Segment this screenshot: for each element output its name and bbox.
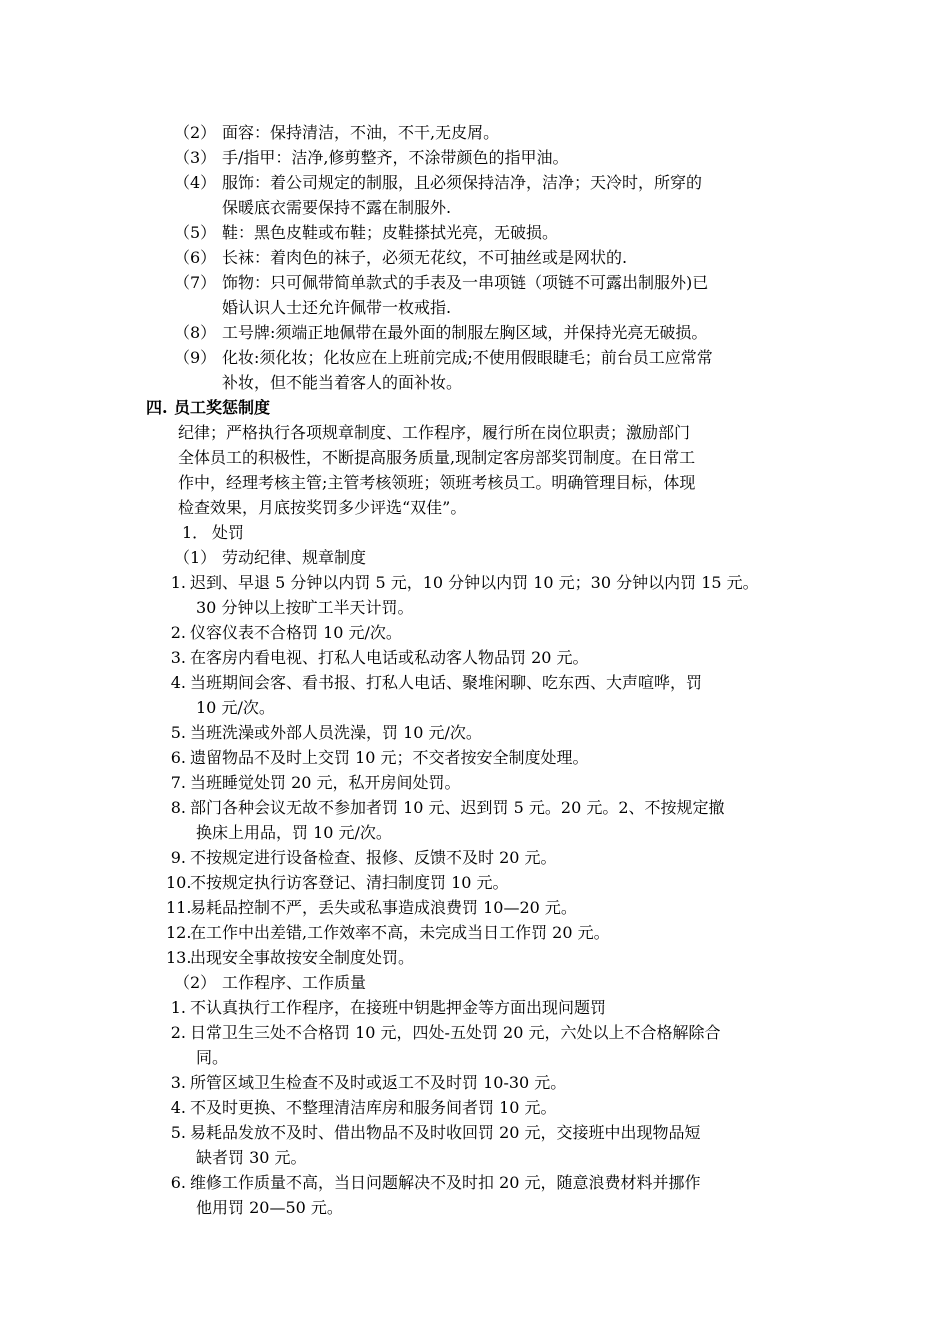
list-text: 不认真执行工作程序，在接班中钥匙押金等方面出现问题罚 <box>190 998 607 1017</box>
item-text: 饰物：只可佩带简单款式的手表及一串项链（项链不可露出制服外)已 <box>222 273 709 292</box>
paragraph-text: 全体员工的积极性，不断提高服务质量,现制定客房部奖罚制度。在日常工 <box>178 448 696 467</box>
item-number: （6） <box>174 248 217 267</box>
list-item <box>0 620 950 645</box>
paragraph-text: 纪律；严格执行各项规章制度、工作程序，履行所在岗位职责；激励部门 <box>178 423 691 442</box>
list-text: 遗留物品不及时上交罚 10 元；不交者按安全制度处理。 <box>190 748 589 767</box>
intro-paragraph-line <box>0 470 950 495</box>
section-heading <box>0 395 950 420</box>
item-text: 服饰：着公司规定的制服，且必须保持洁净，洁净；天冷时，所穿的 <box>222 173 703 192</box>
list-text: 维修工作质量不高，当日问题解决不及时扣 20 元，随意浪费材料并挪作 <box>190 1173 701 1192</box>
group-heading <box>0 545 950 570</box>
appearance-item <box>0 345 950 370</box>
appearance-item <box>0 195 950 220</box>
list-number: 5. <box>170 723 186 742</box>
list-item <box>0 945 950 970</box>
list-item <box>0 745 950 770</box>
paragraph-text: 作中，经理考核主管;主管考核领班；领班考核员工。明确管理目标，体现 <box>178 473 696 492</box>
list-text: 易耗品控制不严，丢失或私事造成浪费罚 10—20 元。 <box>190 898 577 917</box>
item-text-continued: 补妆，但不能当着客人的面补妆。 <box>222 373 463 392</box>
list-number: 1. <box>170 998 186 1017</box>
list-item <box>0 920 950 945</box>
intro-paragraph-line <box>0 420 950 445</box>
appearance-item <box>0 295 950 320</box>
list-item <box>0 720 950 745</box>
list-item <box>0 695 950 720</box>
list-text: 迟到、早退 5 分钟以内罚 5 元，10 分钟以内罚 10 元；30 分钟以内罚 15 元。 <box>190 573 759 592</box>
appearance-item <box>0 320 950 345</box>
item-text-continued: 保暖底衣需要保持不露在制服外. <box>222 198 452 217</box>
list-number: 10. <box>166 873 192 892</box>
appearance-item <box>0 120 950 145</box>
item-text: 面容：保持清洁，不油，不干,无皮屑。 <box>222 123 500 142</box>
group-label: 工作程序、工作质量 <box>222 973 367 992</box>
list-text-continued: 缺者罚 30 元。 <box>196 1148 307 1167</box>
list-text-continued: 换床上用品，罚 10 元/次。 <box>196 823 392 842</box>
subsection-heading <box>0 520 950 545</box>
list-number: 13. <box>166 948 192 967</box>
list-text-continued: 同。 <box>196 1048 229 1067</box>
list-item <box>0 895 950 920</box>
list-item <box>0 645 950 670</box>
item-text: 化妆:须化妆；化妆应在上班前完成;不使用假眼睫毛；前台员工应常常 <box>222 348 713 367</box>
section-number: 四. <box>146 398 168 417</box>
list-number: 4. <box>170 673 186 692</box>
group-heading <box>0 970 950 995</box>
appearance-item <box>0 370 950 395</box>
appearance-item <box>0 220 950 245</box>
list-text-continued: 10 元/次。 <box>196 698 275 717</box>
list-text: 仪容仪表不合格罚 10 元/次。 <box>190 623 402 642</box>
list-item <box>0 1020 950 1045</box>
list-number: 5. <box>170 1123 186 1142</box>
list-item <box>0 670 950 695</box>
item-number: （5） <box>174 223 217 242</box>
appearance-item <box>0 170 950 195</box>
subsection-label: 处罚 <box>212 523 245 542</box>
list-text: 在工作中出差错,工作效率不高，未完成当日工作罚 20 元。 <box>190 923 610 942</box>
list-number: 9. <box>170 848 186 867</box>
item-text: 鞋：黑色皮鞋或布鞋；皮鞋搽拭光亮，无破损。 <box>222 223 559 242</box>
intro-paragraph-line <box>0 495 950 520</box>
list-item <box>0 795 950 820</box>
subsection-number: 1． <box>182 523 209 542</box>
list-text: 当班期间会客、看书报、打私人电话、聚堆闲聊、吃东西、大声喧哗，罚 <box>190 673 703 692</box>
list-text: 不按规定进行设备检查、报修、反馈不及时 20 元。 <box>190 848 557 867</box>
list-text: 当班洗澡或外部人员洗澡，罚 10 元/次。 <box>190 723 482 742</box>
list-number: 3. <box>170 648 186 667</box>
list-item <box>0 1145 950 1170</box>
item-text-continued: 婚认识人士还允许佩带一枚戒指. <box>222 298 452 317</box>
list-item <box>0 1070 950 1095</box>
list-text: 不按规定执行访客登记、清扫制度罚 10 元。 <box>190 873 509 892</box>
item-number: （7） <box>174 273 217 292</box>
item-number: （3） <box>174 148 217 167</box>
list-text-continued: 30 分钟以上按旷工半天计罚。 <box>196 598 414 617</box>
list-text: 所管区域卫生检查不及时或返工不及时罚 10-30 元。 <box>190 1073 567 1092</box>
list-number: 8. <box>170 798 186 817</box>
intro-paragraph-line <box>0 445 950 470</box>
list-number: 1. <box>170 573 186 592</box>
appearance-item <box>0 270 950 295</box>
document-body <box>0 120 950 1220</box>
group-label: 劳动纪律、规章制度 <box>222 548 367 567</box>
appearance-item <box>0 145 950 170</box>
list-item <box>0 1045 950 1070</box>
group-number: （2） <box>174 973 217 992</box>
list-item <box>0 570 950 595</box>
list-item <box>0 1095 950 1120</box>
list-item <box>0 845 950 870</box>
list-item <box>0 595 950 620</box>
list-text: 不及时更换、不整理清洁库房和服务间者罚 10 元。 <box>190 1098 557 1117</box>
list-number: 2. <box>170 623 186 642</box>
list-number: 7. <box>170 773 186 792</box>
list-number: 2. <box>170 1023 186 1042</box>
list-number: 6. <box>170 748 186 767</box>
list-number: 12. <box>166 923 192 942</box>
list-text: 易耗品发放不及时、借出物品不及时收回罚 20 元，交接班中出现物品短 <box>190 1123 701 1142</box>
item-number: （8） <box>174 323 217 342</box>
paragraph-text: 检查效果，月底按奖罚多少评选“双佳”。 <box>178 498 467 517</box>
item-text: 工号牌:须端正地佩带在最外面的制服左胸区域，并保持光亮无破损。 <box>222 323 708 342</box>
list-item <box>0 870 950 895</box>
list-number: 6. <box>170 1173 186 1192</box>
list-item <box>0 1120 950 1145</box>
item-number: （9） <box>174 348 217 367</box>
list-number: 11. <box>166 898 192 917</box>
section-title: 员工奖惩制度 <box>174 398 271 417</box>
list-text: 部门各种会议无故不参加者罚 10 元、迟到罚 5 元。20 元。2、不按规定撤 <box>190 798 725 817</box>
list-text-continued: 他用罚 20—50 元。 <box>196 1198 343 1217</box>
list-text: 日常卫生三处不合格罚 10 元，四处-五处罚 20 元，六处以上不合格解除合 <box>190 1023 721 1042</box>
list-text: 出现安全事故按安全制度处罚。 <box>190 948 415 967</box>
list-item <box>0 995 950 1020</box>
item-number: （4） <box>174 173 217 192</box>
item-text: 长袜：着肉色的袜子，必须无花纹，不可抽丝或是网状的. <box>222 248 628 267</box>
list-text: 当班睡觉处罚 20 元，私开房间处罚。 <box>190 773 461 792</box>
list-item <box>0 820 950 845</box>
item-text: 手/指甲：洁净,修剪整齐，不涂带颜色的指甲油。 <box>222 148 569 167</box>
list-number: 4. <box>170 1098 186 1117</box>
list-number: 3. <box>170 1073 186 1092</box>
list-item <box>0 1170 950 1195</box>
list-item <box>0 770 950 795</box>
appearance-item <box>0 245 950 270</box>
list-text: 在客房内看电视、打私人电话或私动客人物品罚 20 元。 <box>190 648 589 667</box>
list-item <box>0 1195 950 1220</box>
group-number: （1） <box>174 548 217 567</box>
item-number: （2） <box>174 123 217 142</box>
